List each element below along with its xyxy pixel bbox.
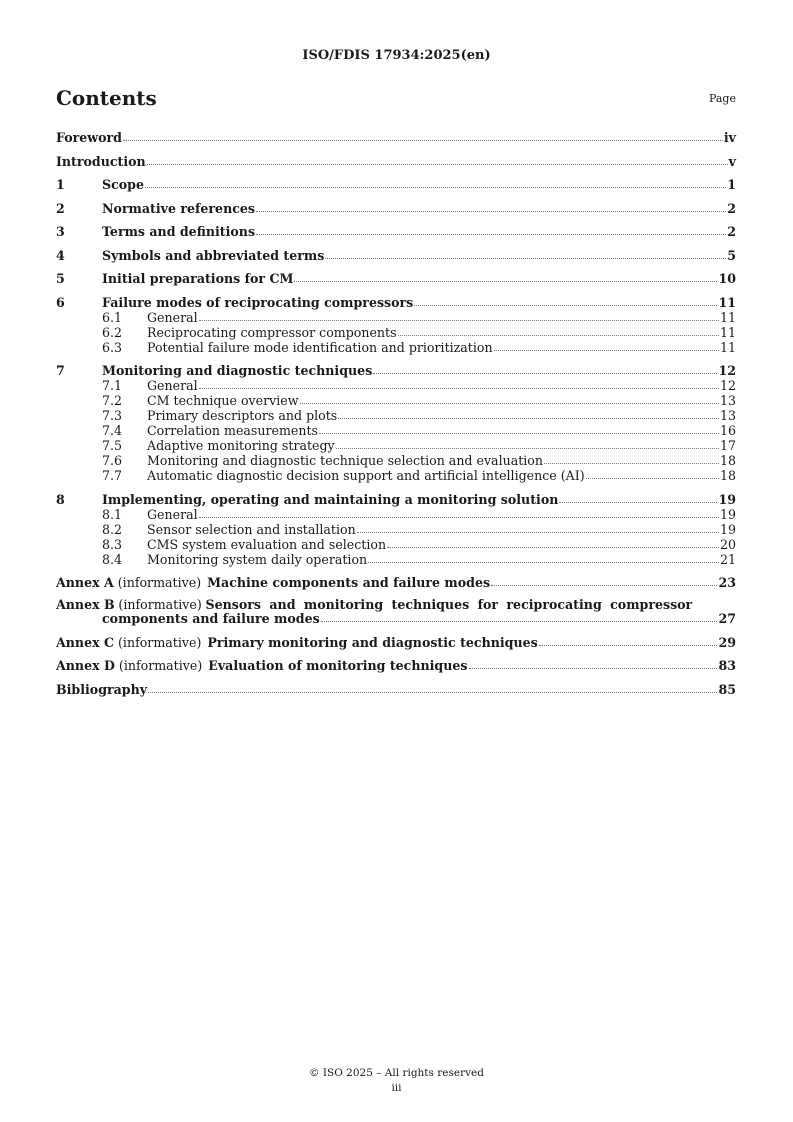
page-column-label: Page xyxy=(708,92,736,105)
toc-page: 2 xyxy=(727,224,736,239)
toc-page: 85 xyxy=(718,681,736,697)
dot-leader xyxy=(491,585,717,586)
toc-label: Machine components and failure modes xyxy=(207,575,491,590)
table-of-contents xyxy=(56,127,736,697)
dot-leader xyxy=(368,562,719,563)
toc-label: Monitoring and diagnostic techniques xyxy=(102,363,373,378)
toc-page: 10 xyxy=(718,271,736,286)
toc-page: 20 xyxy=(719,536,736,552)
toc-label: Initial preparations for CM xyxy=(102,271,294,286)
toc-number: 7.7 xyxy=(102,468,123,483)
annex-info: (informative) xyxy=(118,634,202,650)
toc-entry-8-3[interactable] xyxy=(56,537,736,552)
toc-label: Sensor selection and installation xyxy=(147,521,356,537)
dot-leader xyxy=(414,305,717,306)
dot-leader xyxy=(387,547,719,548)
toc-entry-2[interactable] xyxy=(56,201,736,216)
toc-page: 13 xyxy=(719,408,736,423)
toc-number: 6.2 xyxy=(102,324,123,340)
toc-page: 12 xyxy=(718,363,736,378)
toc-number: 1 xyxy=(56,177,65,192)
dot-leader xyxy=(145,187,726,188)
toc-number: 7.4 xyxy=(102,423,123,438)
annex-prefix: Annex C xyxy=(56,634,115,650)
annex-prefix: Annex A xyxy=(56,575,114,590)
toc-label: General xyxy=(147,378,198,393)
toc-label: Bibliography xyxy=(56,681,148,697)
toc-number: 8.4 xyxy=(102,551,123,567)
toc-label: Adaptive monitoring strategy xyxy=(147,438,335,453)
toc-page: 18 xyxy=(719,453,736,468)
annex-info: (informative) xyxy=(118,658,203,673)
toc-entry-6-3[interactable] xyxy=(56,340,736,355)
toc-page: 27 xyxy=(718,611,736,626)
toc-label: Introduction xyxy=(56,153,146,169)
toc-number: 8.1 xyxy=(102,506,123,522)
toc-entry-annex-d[interactable] xyxy=(56,658,736,673)
dot-leader xyxy=(325,258,726,259)
toc-label: Normative references xyxy=(102,200,256,216)
toc-number: 5 xyxy=(56,271,65,286)
dot-leader xyxy=(469,668,718,669)
toc-entry-1[interactable] xyxy=(56,177,736,192)
dot-leader xyxy=(256,234,726,235)
toc-number: 8 xyxy=(56,491,65,507)
toc-entry-7-5[interactable] xyxy=(56,438,736,453)
toc-label: Implementing, operating and maintaining a monitoring solution xyxy=(102,491,559,507)
dot-leader xyxy=(586,478,719,479)
toc-label: Symbols and abbreviated terms xyxy=(102,247,325,263)
toc-entry-8-4[interactable] xyxy=(56,552,736,567)
toc-entry-8[interactable] xyxy=(56,492,736,507)
toc-number: 4 xyxy=(56,247,65,263)
toc-label: Correlation measurements xyxy=(147,423,319,438)
toc-label: Foreword xyxy=(56,130,122,145)
toc-label: Primary monitoring and diagnostic techniques xyxy=(207,634,538,650)
toc-page: 5 xyxy=(727,247,736,263)
toc-page: iv xyxy=(723,130,736,145)
dot-leader xyxy=(123,140,723,141)
dot-leader xyxy=(373,373,717,374)
toc-entry-4[interactable] xyxy=(56,248,736,263)
copyright-notice: © ISO 2025 – All rights reserved xyxy=(309,1067,484,1079)
toc-entry-foreword[interactable] xyxy=(56,130,736,145)
page-number: iii xyxy=(391,1082,402,1094)
toc-label: Monitoring and diagnostic technique selection and evaluation xyxy=(147,453,543,468)
dot-leader xyxy=(199,388,719,389)
toc-label: Automatic diagnostic decision support and artificial intelligence (AI) xyxy=(147,468,585,483)
toc-entry-7-3[interactable] xyxy=(56,408,736,423)
dot-leader xyxy=(494,350,719,351)
toc-entry-6[interactable] xyxy=(56,295,736,310)
toc-entry-6-2[interactable] xyxy=(56,325,736,340)
dot-leader xyxy=(294,281,717,282)
dot-leader xyxy=(321,621,718,622)
toc-entry-6-1[interactable] xyxy=(56,310,736,325)
dot-leader xyxy=(357,532,719,533)
toc-entry-7-7[interactable] xyxy=(56,468,736,483)
page-footer xyxy=(0,1066,793,1096)
toc-page: 21 xyxy=(719,551,736,567)
toc-number: 7.1 xyxy=(102,378,123,393)
toc-entry-7-6[interactable] xyxy=(56,453,736,468)
toc-page: 11 xyxy=(719,309,736,325)
dot-leader xyxy=(338,418,719,419)
toc-label: General xyxy=(147,506,198,522)
toc-page: 19 xyxy=(719,521,736,537)
toc-entry-5[interactable] xyxy=(56,271,736,286)
toc-number: 6.1 xyxy=(102,309,123,325)
toc-page: 29 xyxy=(718,634,736,650)
dot-leader xyxy=(544,463,719,464)
annex-info: (informative) xyxy=(118,597,202,612)
toc-number: 7.6 xyxy=(102,453,123,468)
toc-label: General xyxy=(147,309,198,325)
toc-page: 11 xyxy=(719,339,736,355)
toc-label: CMS system evaluation and selection xyxy=(147,536,387,552)
toc-number: 7.3 xyxy=(102,408,123,423)
toc-entry-8-1[interactable] xyxy=(56,507,736,522)
toc-label: Failure modes of reciprocating compressors xyxy=(102,294,414,310)
toc-page: 12 xyxy=(719,378,736,393)
toc-label: Evaluation of monitoring techniques xyxy=(208,658,468,673)
toc-label: Potential failure mode identification and prioritization xyxy=(147,339,493,355)
toc-entry-bibliography[interactable] xyxy=(56,682,736,697)
toc-entry-annex-c[interactable] xyxy=(56,635,736,650)
dot-leader xyxy=(398,335,719,336)
toc-label: Primary descriptors and plots xyxy=(147,408,338,423)
toc-label-line1: Sensors and monitoring techniques for reciprocating compressor xyxy=(205,597,693,612)
dot-leader xyxy=(539,645,718,646)
toc-page: 11 xyxy=(719,324,736,340)
toc-number: 6.3 xyxy=(102,339,123,355)
toc-page: 2 xyxy=(727,200,736,216)
toc-page: 1 xyxy=(727,177,736,192)
toc-label: Reciprocating compressor components xyxy=(147,324,397,340)
dot-leader xyxy=(559,502,717,503)
annex-prefix: Annex B xyxy=(56,597,115,612)
toc-entry-annex-b[interactable] xyxy=(56,598,736,626)
toc-number: 7.2 xyxy=(102,393,123,408)
dot-leader xyxy=(300,403,719,404)
toc-label: Terms and definitions xyxy=(102,224,256,239)
dot-leader xyxy=(199,320,719,321)
toc-number: 6 xyxy=(56,294,65,310)
dot-leader xyxy=(319,433,719,434)
toc-entry-7-4[interactable] xyxy=(56,423,736,438)
toc-number: 3 xyxy=(56,224,65,239)
toc-entry-7-1[interactable] xyxy=(56,378,736,393)
toc-page: 19 xyxy=(718,491,736,507)
annex-info: (informative) xyxy=(117,575,202,590)
toc-entry-3[interactable] xyxy=(56,224,736,239)
dot-leader xyxy=(336,448,719,449)
toc-label: Monitoring system daily operation xyxy=(147,551,368,567)
page-title: Contents xyxy=(56,86,157,110)
toc-page: 23 xyxy=(718,575,736,590)
toc-number: 2 xyxy=(56,200,65,216)
dot-leader xyxy=(256,211,726,212)
toc-number: 8.3 xyxy=(102,536,123,552)
toc-label-line2: components and failure modes xyxy=(102,611,320,626)
toc-page: 16 xyxy=(719,423,736,438)
toc-page: 18 xyxy=(719,468,736,483)
toc-entry-annex-a[interactable] xyxy=(56,575,736,590)
toc-page: 83 xyxy=(718,658,736,673)
document-header: ISO/FDIS 17934:2025(en) xyxy=(302,48,491,63)
toc-label: CM technique overview xyxy=(147,393,299,408)
dot-leader xyxy=(147,164,728,165)
dot-leader xyxy=(148,692,717,693)
toc-page: 11 xyxy=(718,294,736,310)
toc-page: 17 xyxy=(719,438,736,453)
toc-entry-7-2[interactable] xyxy=(56,393,736,408)
annex-prefix: Annex D xyxy=(56,658,115,673)
toc-label: Scope xyxy=(102,177,144,192)
toc-number: 7.5 xyxy=(102,438,123,453)
toc-entry-7[interactable] xyxy=(56,363,736,378)
toc-entry-8-2[interactable] xyxy=(56,522,736,537)
toc-entry-introduction[interactable] xyxy=(56,154,736,169)
dot-leader xyxy=(199,517,719,518)
toc-number: 8.2 xyxy=(102,521,123,537)
toc-page: 13 xyxy=(719,393,736,408)
toc-number: 7 xyxy=(56,363,65,378)
toc-page: v xyxy=(728,153,736,169)
toc-page: 19 xyxy=(719,506,736,522)
